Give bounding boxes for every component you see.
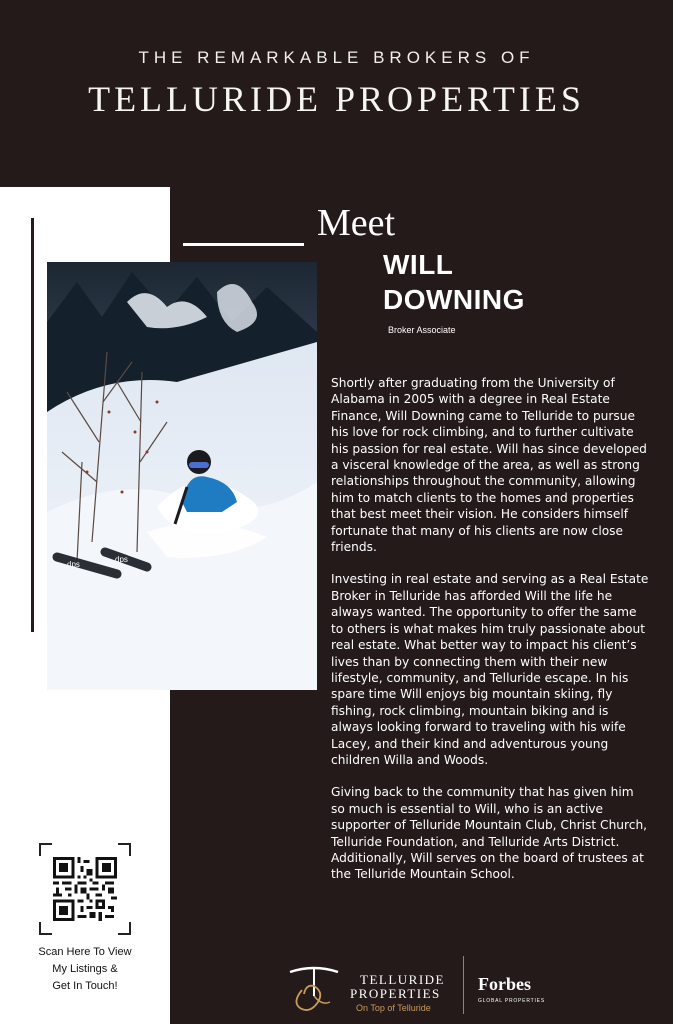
qr-code-icon[interactable] [53,857,117,921]
bio-paragraph: Investing in real estate and serving as a Real Estate Broker in Telluride has afforded Will the life he always wanted. The opportunity to offer the same to others is what makes him truly passionate about real estate. What better way to impact his client’s lives than by connecting them with their new lifestyle, community, and Telluride escape. In his spare time Will enjoys big mountain skiing, fly fishing, rock climbing, mountain biking and is always looking forward to traveling with his wife Lacey, and their kind and adventurous young children Willa and Woods. [331,572,649,767]
qr-code-frame[interactable] [39,843,131,935]
broker-role: Broker Associate [388,325,456,335]
header-kicker: THE REMARKABLE BROKERS OF [138,48,535,67]
meet-divider [183,243,304,246]
qr-caption-line: Get In Touch! [52,980,118,992]
qr-corner [39,922,52,935]
qr-corner [39,843,52,856]
page-title: TELLURIDE PROPERTIES [88,79,585,119]
qr-caption [20,944,150,995]
left-divider [31,218,34,632]
partner-logo-subtitle: GLOBAL PROPERTIES [478,998,545,1004]
brand-tagline: On Top of Telluride [356,1003,431,1013]
brand-name [350,973,445,1001]
broker-last-name: DOWNING [383,284,525,315]
broker-photo [47,262,317,690]
partner-logo: Forbes [478,974,531,994]
brand-name-line: PROPERTIES [350,986,441,1001]
qr-corner [118,843,131,856]
telluride-logo-icon [284,962,344,1014]
footer-divider [463,956,464,1014]
qr-caption-line: My Listings & [52,963,118,975]
bio-text [331,375,651,899]
bio-paragraph: Shortly after graduating from the University of Alabama in 2005 with a degree in Real Estate Finance, Will Downing came to Telluride to pursue his love for rock climbing, and to further cultivate his passion for real estate. Will has since developed a visceral knowledge of the area, as well as strong relationships throughout the community, allowing him to match clients to the homes and properties that best meet their vision. He considers himself fortunate that many of his clients are now close friends. [331,376,647,555]
qr-corner [118,922,131,935]
ski-brand-text: dps [67,560,80,569]
brand-name-line: TELLURIDE [360,972,445,987]
meet-heading: Meet [317,202,396,244]
bio-paragraph: Giving back to the community that has given him so much is essential to Will, who is an active supporter of Telluride Mountain Club, Christ Church, Telluride Foundation, and Telluride Arts District. Additionally, Will serves on the board of trustees at the Telluride Mountain School. [331,785,648,882]
ski-brand-text: dps [115,555,128,564]
broker-first-name: WILL [383,249,454,280]
qr-caption-line: Scan Here To View [38,946,132,958]
